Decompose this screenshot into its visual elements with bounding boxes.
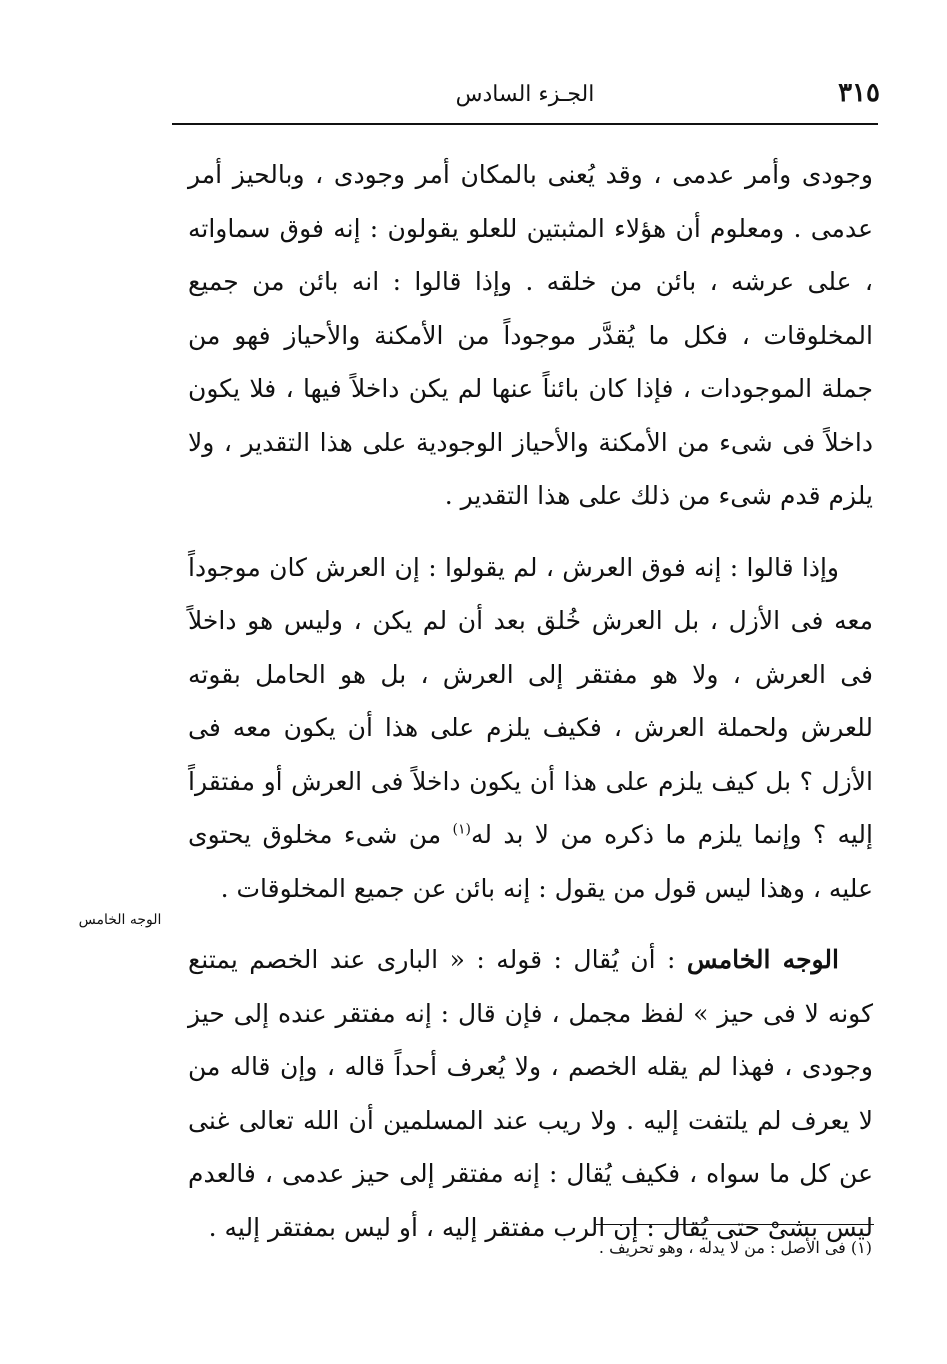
page-number: ٣١٥ [838, 78, 880, 108]
paragraph-text: وجودى وأمر عدمى ، وقد يُعنى بالمكان أمر وجودى ، وبالحيز أمر عدمى . ومعلوم أن هؤلاء المثبتين للعلو يقولون : إنه فوق سماواته ، على عرشه ، بائن من خلقه . وإذا قالوا : انه بائن من جميع المخلوقات ، فكل ما يُقدَّر موجوداً من الأمكنة والأحياز فهو من جملة الموجودات ، فإذا كان بائناً عنها لم يكن داخلاً فيها ، فلا يكون داخلاً فى شىء من الأمكنة والأحياز الوجودية على هذا التقدير ، ولا يلزم قدم شىء من ذلك على هذا التقدير . [188, 160, 873, 510]
section-lead: الوجه الخامس [686, 945, 839, 974]
paragraph-2 [188, 541, 873, 916]
paragraph-3 [188, 933, 873, 1254]
footnote-reference: (١) [452, 821, 471, 838]
footnote-rule [596, 1224, 874, 1225]
running-title: الجـزء السادس [455, 82, 595, 107]
margin-note: الوجه الخامس [78, 912, 162, 928]
paragraph-text: وإذا قالوا : إنه فوق العرش ، لم يقولوا : إن العرش كان موجوداً معه فى الأزل ، بل العرش خُلق بعد أن لم يكن ، وليس هو داخلاً فى العرش ، ولا هو مفتقر إلى العرش ، بل هو الحامل بقوته للعرش ولحملة العرش ، فكيف يلزم على هذا أن يكون معه فى الأزل ؟ بل كيف يلزم على هذا أن يكون داخلاً فى العرش أو مفتقراً إليه ؟ وإنما يلزم ما ذكره من لا بد له [188, 552, 873, 849]
footnote: (١) فى الأصل : من لا يدله ، وهو تحريف . [598, 1238, 872, 1257]
paragraph-text-continued: من شىء مخلوق يحتوى عليه ، وهذا ليس قول من يقول : إنه بائن عن جميع المخلوقات . [188, 820, 873, 903]
paragraph-1 [188, 148, 873, 523]
paragraph-text: : أن يُقال : قوله : « البارى عند الخصم يمتنع كونه لا فى حيز » لفظ مجمل ، فإن قال : إنه مفتقر عنده إلى حيز وجودى ، فهذا لم يقله الخصم ، ولا يُعرف أحداً قاله ، وإن قاله من لا يعرف لم يلتفت إليه . ولا ريب عند المسلمين أن الله تعالى غنى عن كل ما سواه ، فكيف يُقال : إنه مفتقر إلى حيز عدمى ، فالعدم ليس بشىْ حتى يُقال : إن الرب مفتقر إليه ، أو ليس بمفتقر إليه . [188, 945, 873, 1242]
header-rule [172, 123, 878, 125]
main-text [188, 148, 873, 1254]
page-header [170, 72, 880, 118]
